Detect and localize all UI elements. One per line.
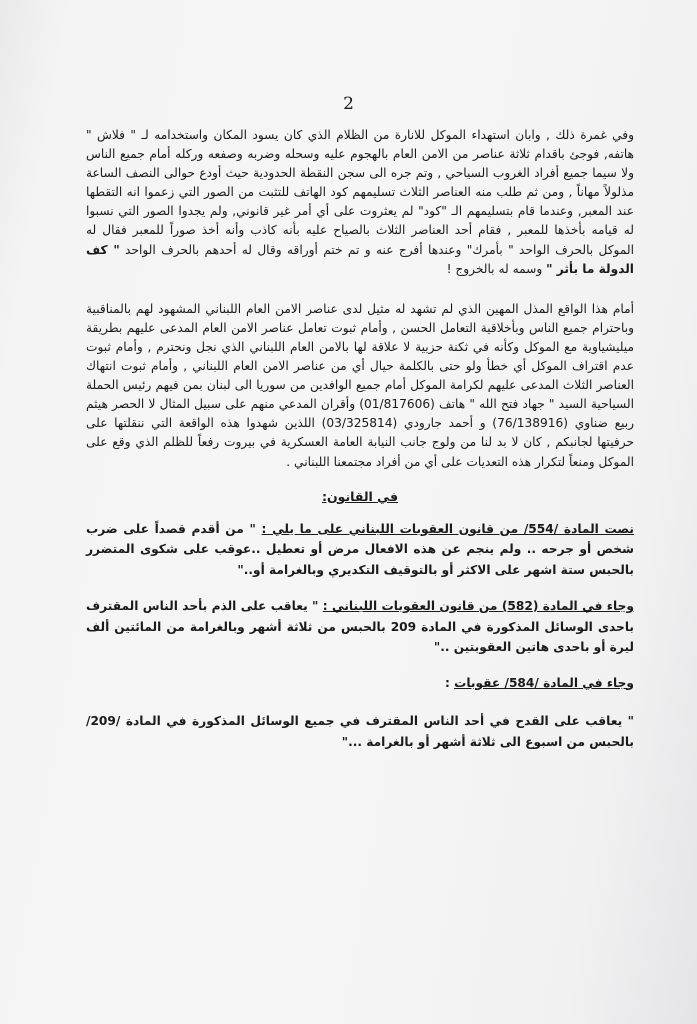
paragraph-facts (86, 126, 634, 279)
article-554-line: شخص أو جرحه .. ولم ينجم عن هذه الافعال مرض أو تعطيل ..عوقب على شكوى المتضرر (86, 542, 634, 557)
quote-bold: " كف الدولة ما بأثر " (86, 242, 634, 276)
argument-line: أمام هذا الواقع المذل المهين الذي لم تشهد له مثيل لدى عناصر الامن العام اللبناني المشهود لهم (135, 301, 634, 316)
argument-line: الذي نجل ونحترم , وأمام ثبوت عدم اقتراف الموكل أي خطأ ولو حتى بالكلمة حيال أي من (86, 339, 634, 374)
article-554-line: بالحبس ستة اشهر على الاكثر أو بالتوقيف التكديري وبالغرامة أو.." (237, 562, 634, 577)
facts-line: الواحد " بأمرك" وعندها أفرج عنه و تم ختم أوراقه وقال له أحدهم بالحرف الواحد (125, 242, 550, 257)
law-article-584-heading (86, 673, 634, 694)
document-body (86, 126, 634, 752)
article-584-label: وجاء في المادة /584/ عقوبات (454, 675, 634, 690)
law-section-heading (86, 487, 634, 507)
facts-line: وفي غمرة ذلك , وابان استهداء الموكل للانارة من الظلام الذي كان يسود المكان واستخدامه لـ (141, 128, 635, 142)
law-article-584 (86, 711, 634, 752)
argument-line: وقع على الموكل ومنعاً لتكرار هذه التعديات على أي من أفراد مجتمعنا اللبناني . (86, 435, 634, 469)
article-554-label: نصت المادة /554/ من قانون العقوبات اللبناني على ما يلي : (261, 521, 634, 536)
article-584-colon: : (444, 675, 455, 690)
facts-line: "كود" لم يعثروت على أي أمر غير قانوني, ولم يجدوا الصور التي نسبوا له قيامه بأخذها للمعبر , (86, 204, 635, 238)
argument-line: حرفيتها لجانبكم , كان لا بد لنا من ولوج جانب النيابة العامة العسكرية في بيروت رفعاً للظلم الذي (135, 435, 634, 450)
argument-line: (76/138916) و أحمد جارودي (03/325814) اللذين شهدوا هذه الواقعة التي ننقلتها على (86, 416, 568, 431)
argument-line: جميع الوافدين من سوريا الى لبنان بمن فيهم رئيس الحملة السياحية السيد " جهاد فتح الله " هاتف (86, 378, 634, 412)
article-554-text: " من أقدم قصداً على ضرب (86, 521, 262, 536)
paragraph-argument (86, 300, 634, 472)
facts-line: فقام أحد العناصر الثلاث بالصياح عليه بأنه كاذب وأنه أخذ صوراً للمعبر فقال له الموكل بالحرف (86, 223, 634, 257)
facts-line: الحدودية حيث أودع حوالى النصف الساعة مذلولاً مهاناً , ومن ثم طلب منه العناصر الثلاث (86, 166, 634, 200)
law-heading-text: في القانون: (321, 488, 399, 504)
argument-line: بالمناقبية وباحترام جميع الناس وبأخلاقية التعامل الحسن , وأمام ثبوت تعامل عناصر الامن العام (86, 301, 635, 335)
law-article-582 (86, 596, 634, 658)
article-582-label: وجاء في المادة (582) من قانون العقوبات اللبناني : (322, 599, 634, 614)
law-article-554 (86, 519, 634, 581)
article-582-text: " يعاقب على الذم بأحد الناس المقترف (86, 599, 323, 614)
facts-line: " فلاش " هاتفه, فوجئ باقدام ثلاثة عناصر من الامن العام بالهجوم عليه وسحله وضربه وصفعه (86, 128, 634, 162)
article-584-line: " يعاقب على القدح في أحد الناس المقترف في جميع الوسائل المذكورة في المادة /209/ (86, 714, 634, 729)
facts-line: وركله أمام جميع الناس ولا سيما جميع أفراد الغروب السياحي , وتم جره الى سجن النقطة (86, 147, 635, 181)
facts-line: تسليمهم كود الهاتف للتثبت من الصور التي زعموا انه التقطها عند المعبر, وعندما قام بتسليمهم الـ (86, 185, 635, 219)
argument-line: عناصر الامن العام اللبناني , وأمام ثبوت انتهاك العناصر الثلاث المدعى عليهم لكرامة الموكل أمام (86, 359, 634, 393)
facts-line-end: وسمه له بالخروج ! (446, 261, 547, 276)
argument-line: (01/817606) وأقران المدعي منهم على سبيل المثال لا الحصر هيثم ربيع ضناوي (86, 397, 635, 431)
article-582-line: ليرة أو باحدى هاتين العقوبتين .." (433, 640, 634, 655)
argument-line: المدعى عليهم بطريقة ميليشياوية مع الموكل وكأنه في ثكنة حزبية لا علاقة لها بالامن العام اللبناني (86, 320, 635, 354)
page-number: 2 (343, 94, 354, 114)
article-582-line: باحدى الوسائل المذكورة في المادة 209 بالحبس من ثلاثة أشهر وبالغرامة من المائتين ألف (86, 619, 634, 634)
article-584-line: بالحبس من اسبوع الى ثلاثة أشهر أو بالغرامة ..." (341, 734, 634, 749)
